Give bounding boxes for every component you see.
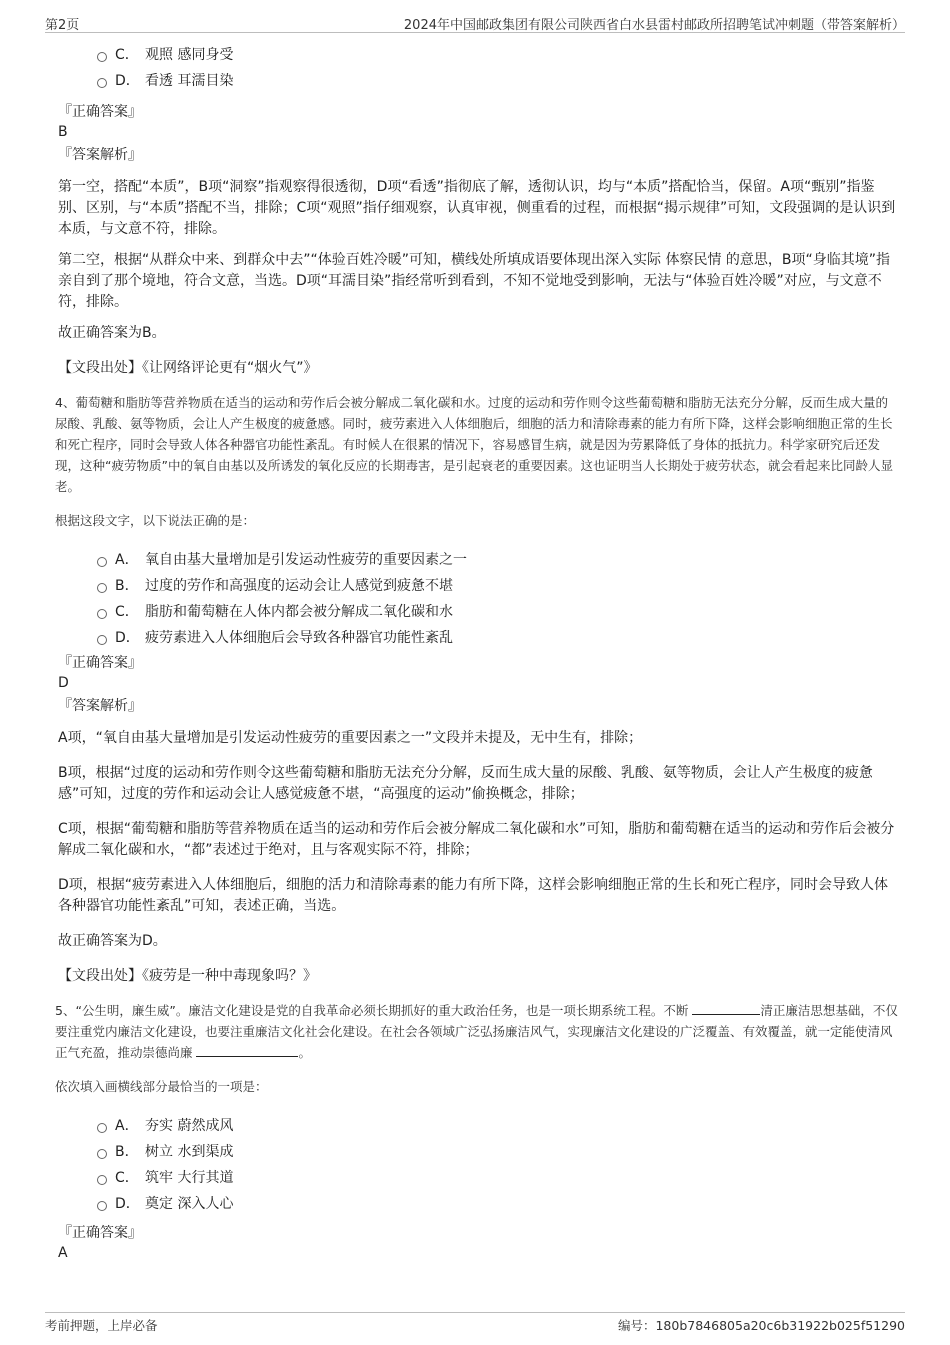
q5-option-c[interactable]: C． 筑牢 大行其道 bbox=[55, 1165, 900, 1191]
q3-analysis-paragraph: 第二空，根据“从群众中来、到群众中去”“体验百姓冷暖”可知，横线处所填成语要体现出深入实际 体察民情 的意思，B项“身临其境”指亲自到了那个境地，符合文意，当选。D项“耳濡目染”指经常听到看到，不知不觉地受到影响，无法与“体验百姓冷暖”对应，与文意不符，排除。 bbox=[58, 252, 891, 310]
radio-icon[interactable] bbox=[97, 635, 107, 645]
q4-answer-label: 『正确答案』 bbox=[58, 655, 142, 671]
q4-analysis-paragraph: D项，根据“疲劳素进入人体细胞后，细胞的活力和清除毒素的能力有所下降，这样会影响细胞正常的生长和死亡程序，同时会导致人体各种器官功能性紊乱”可知，表述正确，当选。 bbox=[58, 877, 889, 914]
q4-analysis-paragraph: C项，根据“葡萄糖和脂肪等营养物质在适当的运动和劳作后会被分解成二氧化碳和水”可知，脂肪和葡萄糖在适当的运动和劳作后会被分解成二氧化碳和水，“都”表述过于绝对，且与客观实际不符，排除； bbox=[58, 821, 895, 858]
fill-blank bbox=[196, 1044, 298, 1057]
q4-analysis-paragraph: A项，“氧自由基大量增加是引发运动性疲劳的重要因素之一”文段并未提及，无中生有，排除； bbox=[58, 730, 643, 746]
q3-answer-label: 『正确答案』 bbox=[58, 104, 142, 120]
q4-analysis-conclusion: 故正确答案为D。 bbox=[58, 933, 167, 949]
document-body bbox=[55, 42, 900, 1263]
q4-option-d[interactable]: D． 疲劳素进入人体细胞后会导致各种器官功能性紊乱 bbox=[55, 625, 900, 651]
q5-options bbox=[55, 1113, 900, 1217]
q3-analysis-paragraph: 第一空，搭配“本质”，B项“洞察”指观察得很透彻，D项“看透”指彻底了解，透彻认识，均与“本质”搭配恰当，保留。A项“甄别”指鉴别、区别，与“本质”搭配不当，排除；C项“观照”指仔细观察，认真审视，侧重看的过程，而根据“揭示规律”可知，文段强调的是认识到本质，与文意不符，排除。 bbox=[58, 179, 896, 237]
radio-icon[interactable] bbox=[97, 1149, 107, 1159]
q3-analysis-label: 『答案解析』 bbox=[58, 147, 142, 163]
radio-icon[interactable] bbox=[97, 609, 107, 619]
page-number: 第2页 bbox=[45, 18, 80, 33]
q5-option-a[interactable]: A． 夯实 蔚然成风 bbox=[55, 1113, 900, 1139]
q4-option-a[interactable]: A． 氧自由基大量增加是引发运动性疲劳的重要因素之一 bbox=[55, 547, 900, 573]
q4-option-b[interactable]: B． 过度的劳作和高强度的运动会让人感觉到疲惫不堪 bbox=[55, 573, 900, 599]
q3-analysis-conclusion: 故正确答案为B。 bbox=[58, 325, 166, 341]
document-id: 编号：180b7846805a20c6b31922b025f51290 bbox=[617, 1318, 905, 1333]
page-header bbox=[45, 10, 905, 33]
q5-answer-label: 『正确答案』 bbox=[58, 1225, 142, 1241]
q4-options bbox=[55, 547, 900, 651]
q3-option-c[interactable]: C． 观照 感同身受 bbox=[55, 42, 900, 68]
page-footer bbox=[45, 1312, 905, 1335]
q5-option-d[interactable]: D． 奠定 深入人心 bbox=[55, 1191, 900, 1217]
q4-answer: D bbox=[58, 675, 69, 691]
q4-source: 【文段出处】《疲劳是一种中毒现象吗？》 bbox=[58, 968, 317, 984]
footer-slogan: 考前押题，上岸必备 bbox=[45, 1318, 158, 1333]
q4-analysis-label: 『答案解析』 bbox=[58, 698, 142, 714]
q4-analysis-paragraph: B项，根据“过度的运动和劳作则令这些葡萄糖和脂肪无法充分分解，反而生成大量的尿酸、乳酸、氨等物质，会让人产生极度的疲惫感”可知，过度的劳作和运动会让人感觉疲惫不堪，“高强度的运动”偷换概念，排除； bbox=[58, 765, 873, 802]
q3-option-d[interactable]: D． 看透 耳濡目染 bbox=[55, 68, 900, 94]
radio-icon[interactable] bbox=[97, 1123, 107, 1133]
q5-stem: 5、“公生明，廉生威”。廉洁文化建设是党的自我革命必须长期抓好的重大政治任务，也是一项长期系统工程。不断 清正廉洁思想基础，不仅要注重党内廉洁文化建设，也要注重廉洁文化社会化建设。在社会各领域广泛弘扬廉洁风气，实现廉洁文化建设的广泛覆盖、有效覆盖，就一定能使清风正气充盈，推动崇德尚廉 。 bbox=[55, 1003, 898, 1060]
q5-prompt: 依次填入画横线部分最恰当的一项是： bbox=[55, 1079, 268, 1094]
radio-icon[interactable] bbox=[97, 1201, 107, 1211]
q4-prompt: 根据这段文字，以下说法正确的是： bbox=[55, 513, 256, 528]
q3-source: 【文段出处】《让网络评论更有“烟火气”》 bbox=[58, 360, 318, 376]
q4-stem: 4、葡萄糖和脂肪等营养物质在适当的运动和劳作后会被分解成二氧化碳和水。过度的运动和劳作则令这些葡萄糖和脂肪无法充分分解，反而生成大量的尿酸、乳酸、氨等物质，会让人产生极度的疲惫感。同时，疲劳素进入人体细胞后，细胞的活力和清除毒素的能力有所下降，这样会影响细胞正常的生长和死亡程序，同时会导致人体各种器官功能性紊乱。有时候人在很累的情况下，容易感冒生病，就是因为劳累降低了身体的抵抗力。科学家研究后还发现，这种“疲劳物质”中的氧自由基以及所诱发的氧化反应的长期毒害，是引起衰老的重要因素。这也证明当人长期处于疲劳状态，就会看起来比同龄人显老。 bbox=[55, 395, 893, 494]
q3-options bbox=[55, 42, 900, 94]
q5-option-b[interactable]: B． 树立 水到渠成 bbox=[55, 1139, 900, 1165]
document-title: 2024年中国邮政集团有限公司陕西省白水县雷村邮政所招聘笔试冲刺题（带答案解析） bbox=[403, 18, 905, 33]
radio-icon[interactable] bbox=[97, 52, 107, 62]
radio-icon[interactable] bbox=[97, 557, 107, 567]
radio-icon[interactable] bbox=[97, 78, 107, 88]
fill-blank bbox=[692, 1002, 760, 1015]
q4-option-c[interactable]: C． 脂肪和葡萄糖在人体内都会被分解成二氧化碳和水 bbox=[55, 599, 900, 625]
radio-icon[interactable] bbox=[97, 1175, 107, 1185]
radio-icon[interactable] bbox=[97, 583, 107, 593]
q5-answer: A bbox=[58, 1245, 68, 1261]
q3-answer: B bbox=[58, 124, 68, 140]
